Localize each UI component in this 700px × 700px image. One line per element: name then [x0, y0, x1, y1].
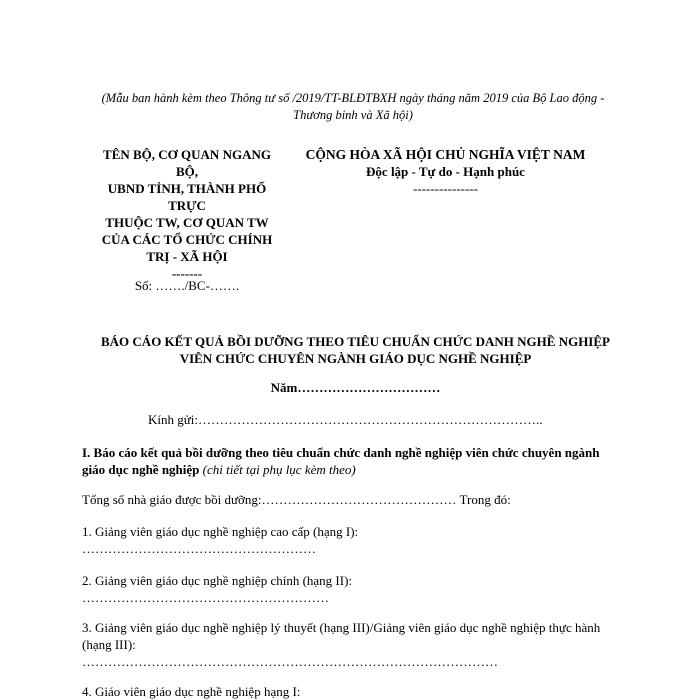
item-4-label: 4. Giáo viên giáo dục nghề nghiệp hạng I: — [82, 684, 301, 699]
agency-line-2: UBND TỈNH, THÀNH PHỐ TRỰC — [107, 181, 267, 213]
section-heading-text: I. Báo cáo kết quả bồi dưỡng theo tiêu chuẩn chức danh nghề nghiệp viên chức chuyên ngành giáo dục nghề nghiệp — [82, 445, 600, 477]
section-heading — [82, 444, 622, 478]
item-2-dots: ………………………………………………… — [82, 590, 329, 605]
item-1-label: 1. Giảng viên giáo dục nghề nghiệp cao cấp (hạng I): — [82, 524, 359, 539]
agency-line-1: TÊN BỘ, CƠ QUAN NGANG BỘ, — [103, 147, 271, 179]
total-trained-line: Tổng số nhà giáo được bồi dưỡng:……………………………………… Trong đó: — [82, 492, 511, 507]
document-number: Số: ……./BC-……. — [134, 278, 240, 293]
item-1-dots: ……………………………………………… — [82, 541, 316, 556]
item-3-dots: …………………………………………………………………………………… — [82, 654, 498, 669]
agency-line-5: TRỊ - XÃ HỘI — [146, 249, 228, 264]
agency-divider: ------- — [171, 266, 203, 281]
nation-name: CỘNG HÒA XÃ HỘI CHỦ NGHĨA VIỆT NAM — [305, 147, 586, 162]
national-motto: Độc lập - Tự do - Hạnh phúc — [366, 164, 525, 179]
national-header — [293, 146, 598, 197]
agency-line-4: CỦA CÁC TỔ CHỨC CHÍNH — [101, 232, 273, 247]
report-year: Năm…………………………… — [270, 380, 441, 395]
agency-line-3: THUỘC TW, CƠ QUAN TW — [105, 215, 269, 230]
issuing-agency-header — [92, 146, 282, 282]
recipient-line: Kính gửi:…………………………………………………………………….. — [148, 412, 543, 427]
section-heading-note: (chi tiết tại phụ lục kèm theo) — [199, 462, 356, 477]
item-2-label: 2. Giảng viên giáo dục nghề nghiệp chính (hạng II): — [82, 573, 353, 588]
national-divider: --------------- — [413, 181, 478, 196]
item-3-label: 3. Giảng viên giáo dục nghề nghiệp lý thuyết (hạng III)/Giảng viên giáo dục nghề nghiệp thực hành (hạng III): — [82, 620, 601, 652]
report-title: BÁO CÁO KẾT QUẢ BỒI DƯỠNG THEO TIÊU CHUẨN CHỨC DANH NGHỀ NGHIỆP VIÊN CHỨC CHUYÊN NGÀNH GIÁO DỤC NGHỀ NGHIỆP — [101, 334, 610, 366]
issuance-note: (Mẫu ban hành kèm theo Thông tư số /2019/TT-BLĐTBXH ngày tháng năm 2019 của Bộ Lao động - Thương binh và Xã hội) — [101, 91, 605, 122]
